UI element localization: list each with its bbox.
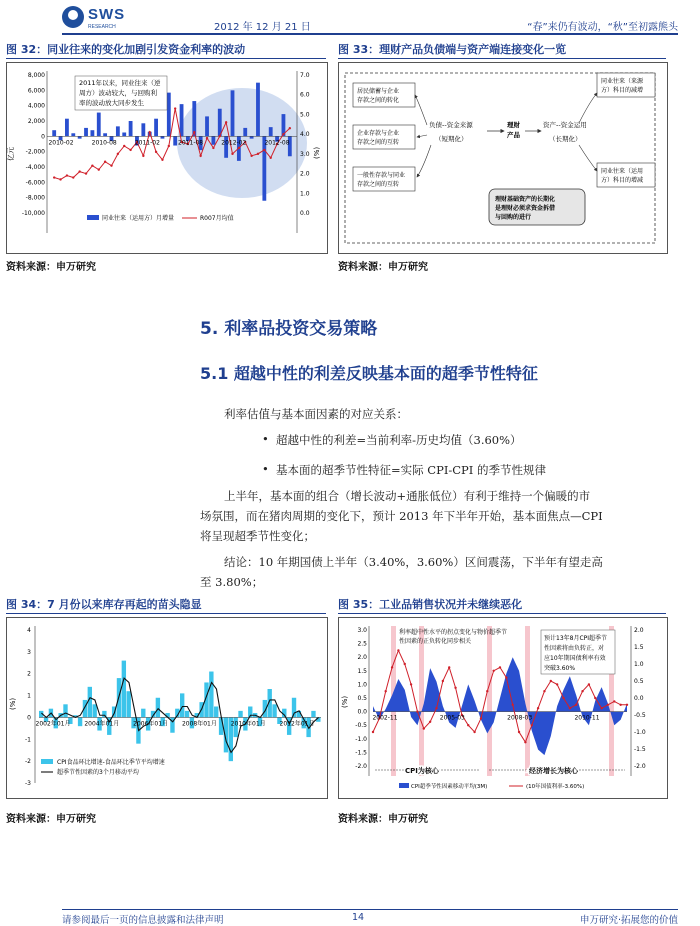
y-tick-label: 8,000 bbox=[27, 72, 45, 79]
region-label-right: 经济增长为核心 bbox=[529, 767, 578, 775]
r007-point bbox=[270, 157, 272, 159]
figure-34-rule bbox=[6, 613, 326, 614]
r007-point bbox=[59, 178, 61, 180]
bond-yield-point bbox=[550, 680, 552, 682]
r007-point bbox=[117, 153, 119, 155]
bar bbox=[185, 711, 189, 718]
x-tick-label: 2010-02 bbox=[48, 139, 74, 147]
figure-35-chart bbox=[339, 618, 667, 798]
x-tick-label: 2012年01月 bbox=[279, 720, 315, 728]
bond-yield-point bbox=[524, 741, 526, 743]
shade-band-4 bbox=[525, 626, 530, 776]
y-tick-label: -1.5 bbox=[355, 749, 367, 757]
r007-point bbox=[78, 170, 80, 172]
x-tick-label: 2006年01月 bbox=[133, 720, 169, 728]
liability-short-term-label: （短期化） bbox=[435, 135, 468, 143]
bond-yield-point bbox=[372, 731, 374, 733]
figure-32-frame bbox=[6, 62, 328, 254]
box-interbank-use-line1: 同业往来（运用 bbox=[601, 168, 644, 175]
figure-35-rule bbox=[338, 613, 666, 614]
bar bbox=[84, 128, 88, 136]
bar bbox=[71, 133, 75, 136]
legend-bar-swatch bbox=[87, 215, 99, 220]
y-tick-label: -2.0 bbox=[355, 763, 367, 770]
bond-yield-point bbox=[467, 724, 469, 726]
y-tick-label: 0 bbox=[41, 133, 45, 141]
report-title: “春”来仍有波动，“秋”至初露熊头 bbox=[527, 22, 678, 33]
x-tick-label: 2010-08 bbox=[91, 139, 117, 147]
bond-yield-point bbox=[556, 683, 558, 685]
r007-point bbox=[199, 155, 201, 157]
y2-tick-label: 0.0 bbox=[634, 695, 644, 702]
r007-point bbox=[98, 168, 100, 170]
x-tick-label: 2002-11 bbox=[372, 714, 398, 722]
x-tick-label: 2004年01月 bbox=[84, 720, 120, 728]
legend-area-swatch bbox=[399, 783, 409, 788]
bond-yield-point bbox=[537, 707, 539, 709]
footer-disclaimer[interactable]: 请参阅最后一页的信息披露和法律声明 bbox=[62, 915, 224, 926]
logo-icon bbox=[62, 6, 84, 28]
subsection-heading: 5.1 超越中性的利差反映基本面的超季节性特征 bbox=[200, 364, 538, 383]
paragraph-1-line-3: 将呈现超季节性变化； bbox=[200, 529, 315, 543]
bond-yield-point bbox=[518, 731, 520, 733]
bond-yield-point bbox=[429, 721, 431, 723]
wealth-product-line2: 产品 bbox=[507, 131, 520, 139]
y2-tick-label: -1.0 bbox=[634, 729, 646, 736]
bond-yield-point bbox=[473, 731, 475, 733]
legend-line-label: R007月均值 bbox=[200, 215, 234, 222]
intro-text: 利率估值与基本面因素的对应关系： bbox=[224, 407, 408, 421]
bar bbox=[256, 83, 260, 137]
company-logo bbox=[62, 4, 132, 36]
figure-32-rule bbox=[6, 58, 326, 59]
r007-point bbox=[168, 145, 170, 147]
liability-side-label: 负债--资金来源 bbox=[429, 121, 473, 129]
arrow-to-rbox1 bbox=[579, 93, 597, 123]
figure-34-chart bbox=[7, 618, 327, 798]
y2-tick-label: 7.0 bbox=[300, 72, 310, 79]
bond-yield-point bbox=[626, 704, 628, 706]
r007-point bbox=[225, 121, 227, 123]
logo-subtext: RESEARCH bbox=[88, 24, 116, 30]
r007-point bbox=[282, 133, 284, 135]
y2-tick-label: 0.5 bbox=[634, 678, 644, 685]
arrow-to-box3 bbox=[417, 145, 431, 177]
annotation-right-3: 应10年期国债利率有效 bbox=[544, 655, 606, 662]
box-household-deposit-line1: 居民储蓄与企业 bbox=[357, 88, 400, 95]
bar bbox=[90, 130, 94, 136]
y-tick-label: 2.5 bbox=[357, 640, 367, 648]
y-tick-label: -1 bbox=[25, 736, 31, 744]
y-tick-label: -3 bbox=[25, 780, 31, 787]
y2-tick-label: -0.5 bbox=[634, 712, 646, 719]
annotation-left-2: 性因素的正负转化同步相关 bbox=[399, 638, 472, 645]
bar bbox=[78, 136, 82, 138]
figure-35-frame bbox=[338, 617, 668, 799]
x-tick-label: 2012-02 bbox=[221, 139, 247, 147]
r007-point bbox=[110, 164, 112, 166]
y2-tick-label: 4.0 bbox=[300, 131, 310, 139]
y-tick-label: 0 bbox=[27, 714, 31, 722]
bar bbox=[167, 93, 171, 137]
r007-point bbox=[250, 155, 252, 157]
y2-tick-label: 0.0 bbox=[300, 210, 310, 217]
annotation-right-2: 性因素将由负转正，对 bbox=[544, 645, 605, 652]
bond-yield-point bbox=[619, 704, 621, 706]
r007-point bbox=[219, 135, 221, 137]
bond-yield-point bbox=[613, 700, 615, 702]
bar bbox=[180, 104, 184, 136]
r007-point bbox=[91, 164, 93, 166]
bar bbox=[116, 126, 120, 136]
r007-point bbox=[289, 127, 291, 129]
y-tick-label: -10,000 bbox=[21, 210, 45, 217]
y-axis-label: (%) bbox=[341, 695, 349, 708]
bond-yield-point bbox=[581, 690, 583, 692]
bar bbox=[209, 672, 213, 718]
box-general-deposit-line2: 存款之间的互转 bbox=[357, 181, 400, 188]
y-tick-label: -1.0 bbox=[355, 735, 367, 743]
y-tick-label: 3.0 bbox=[357, 627, 367, 634]
y-tick-label: 4,000 bbox=[27, 102, 45, 110]
footer-brand: 申万研究·拓展您的价值 bbox=[579, 915, 678, 926]
paragraph-2-line-1: 结论：10 年期国债上半年（3.40%，3.60%）区间震荡，下半年有望走高 bbox=[224, 555, 603, 569]
bond-yield-point bbox=[435, 707, 437, 709]
r007-point bbox=[155, 151, 157, 153]
y-tick-label: -0.5 bbox=[355, 722, 367, 730]
y-tick-label: -6,000 bbox=[25, 179, 45, 187]
figure-35-source: 资料来源：申万研究 bbox=[338, 814, 428, 825]
bond-yield-point bbox=[486, 690, 488, 692]
arrow-to-box1 bbox=[415, 95, 427, 125]
bond-yield-point bbox=[499, 666, 501, 668]
bond-yield-point bbox=[404, 663, 406, 665]
r007-point bbox=[123, 145, 125, 147]
bar bbox=[127, 691, 131, 717]
asset-long-term-label: （长期化） bbox=[549, 135, 582, 143]
r007-point bbox=[142, 155, 144, 157]
y-tick-label: 1 bbox=[27, 692, 31, 700]
bond-yield-point bbox=[385, 690, 387, 692]
figure-32-chart bbox=[7, 63, 327, 253]
bar bbox=[243, 128, 247, 136]
annotation-line-2: 周方）波动较大，与回购利 bbox=[79, 89, 157, 97]
box-interbank-use-line2: 方）科目的增减 bbox=[601, 177, 644, 184]
r007-point bbox=[72, 176, 74, 178]
figure-33-rule bbox=[338, 58, 666, 59]
bar bbox=[154, 119, 158, 137]
right-axis-label: (%) bbox=[313, 146, 321, 159]
y2-tick-label: 6.0 bbox=[300, 91, 310, 99]
figure-33-title: 图 33：理财产品负债端与资产端连接变化一览 bbox=[338, 43, 567, 56]
region-label-left: CPI为核心 bbox=[405, 767, 439, 775]
y2-tick-label: -2.0 bbox=[634, 763, 646, 770]
box-household-deposit-line2: 存款之间的转化 bbox=[357, 97, 400, 104]
bond-yield-point bbox=[410, 683, 412, 685]
y-tick-label: 4 bbox=[27, 627, 31, 634]
footer-rule bbox=[62, 909, 678, 910]
bond-yield-point bbox=[600, 707, 602, 709]
legend-bar-swatch bbox=[41, 759, 53, 764]
bar bbox=[122, 133, 126, 137]
r007-point bbox=[238, 147, 240, 149]
figure-34-title: 图 34：7 月份以来库存再起的苗头隐显 bbox=[6, 598, 202, 611]
bond-yield-point bbox=[607, 704, 609, 706]
bar bbox=[205, 116, 209, 136]
y2-tick-label: 1.5 bbox=[634, 644, 644, 651]
paragraph-1-line-1: 上半年，基本面的组合（增长波动+通胀低位）有利于维持一个偏暖的市 bbox=[224, 489, 591, 503]
bar bbox=[269, 127, 273, 136]
y-tick-label: 2,000 bbox=[27, 118, 45, 125]
wealth-product-line1: 理财 bbox=[507, 121, 520, 129]
r007-point bbox=[104, 161, 106, 163]
annotation-right-4: 突破3.60% bbox=[544, 665, 576, 672]
bar bbox=[52, 130, 56, 136]
y-tick-label: 1.0 bbox=[357, 681, 367, 689]
bar bbox=[122, 661, 126, 718]
r007-point bbox=[206, 137, 208, 139]
left-axis-label: 亿元 bbox=[7, 147, 15, 161]
r007-point bbox=[129, 149, 131, 151]
bar bbox=[103, 133, 107, 136]
y2-tick-label: 5.0 bbox=[300, 111, 310, 119]
y-tick-label: 2.0 bbox=[357, 654, 367, 662]
figure-33-source: 资料来源：申万研究 bbox=[338, 262, 428, 273]
bullet-dot-1: • bbox=[262, 432, 269, 446]
figure-33-frame bbox=[338, 62, 668, 254]
box-corporate-deposit-line1: 企业存款与企业 bbox=[357, 130, 400, 137]
y2-tick-label: 1.0 bbox=[300, 190, 310, 198]
note-line1: 理财基础资产的长期化 bbox=[495, 196, 556, 203]
bar bbox=[311, 711, 315, 718]
y2-tick-label: 3.0 bbox=[300, 150, 310, 158]
annotation-line-3: 率的波动放大同步发生 bbox=[79, 99, 144, 107]
header-rule bbox=[62, 33, 678, 35]
bar bbox=[141, 123, 145, 136]
legend-area-label: CPI超季节性因素移动平均(3M) bbox=[411, 784, 488, 790]
bar bbox=[141, 709, 145, 718]
y-tick-label: 3 bbox=[27, 648, 31, 656]
bond-yield-point bbox=[442, 680, 444, 682]
bullet-text-1: 超越中性的利差=当前利率-历史均值（3.60%） bbox=[276, 433, 522, 447]
bond-yield-point bbox=[569, 707, 571, 709]
bar bbox=[88, 687, 92, 718]
report-date: 2012 年 12 月 21 日 bbox=[214, 22, 311, 33]
y-axis-label: (%) bbox=[9, 697, 17, 710]
bar bbox=[97, 113, 101, 137]
bond-yield-point bbox=[492, 670, 494, 672]
legend-bar-label: 同业往来（运用方）月增量 bbox=[102, 215, 175, 222]
r007-point bbox=[212, 147, 214, 149]
bond-yield-point bbox=[480, 717, 482, 719]
bar bbox=[129, 121, 133, 136]
annotation-right-1: 预计13年8月CPI超季节 bbox=[544, 635, 608, 642]
bar bbox=[214, 707, 218, 718]
paragraph-1-line-2: 场氛围，而在猪肉周期的变化下，预计 2013 年下半年开始，基本面焦点—CPI bbox=[200, 509, 603, 523]
bar bbox=[180, 693, 184, 717]
bar bbox=[92, 704, 96, 717]
section-heading: 5. 利率品投资交易策略 bbox=[200, 319, 378, 339]
bar bbox=[63, 704, 67, 717]
box-general-deposit-line1: 一般性存款与同业 bbox=[357, 172, 406, 179]
y-tick-label: -2,000 bbox=[25, 148, 45, 156]
x-tick-label: 2005-03 bbox=[439, 714, 465, 722]
page-number: 14 bbox=[352, 912, 365, 923]
y2-tick-label: 1.0 bbox=[634, 661, 644, 668]
bar bbox=[156, 698, 160, 718]
annotation-line-1: 2011年以来，同业往来（逆 bbox=[79, 79, 161, 87]
y-tick-label: 0.5 bbox=[357, 695, 367, 702]
x-tick-label: 2010年01月 bbox=[230, 720, 266, 728]
box-corporate-deposit-line2: 存款之间的互转 bbox=[357, 139, 400, 146]
paragraph-2-line-2: 至 3.80%； bbox=[200, 575, 264, 589]
arrow-to-box2 bbox=[417, 135, 427, 137]
r007-point bbox=[193, 131, 195, 133]
figure-33-diagram bbox=[339, 63, 667, 253]
bond-yield-point bbox=[505, 676, 507, 678]
box-interbank-source-line2: 方）科目的减增 bbox=[601, 87, 644, 94]
note-line2: 是理财必须求资金拆借 bbox=[495, 205, 556, 212]
bar bbox=[173, 136, 177, 145]
bond-yield-point bbox=[594, 697, 596, 699]
y-tick-label: 6,000 bbox=[27, 87, 45, 95]
bar bbox=[65, 119, 69, 137]
bond-yield-point bbox=[454, 687, 456, 689]
y-tick-label: -4,000 bbox=[25, 164, 45, 171]
bar bbox=[211, 136, 215, 144]
r007-point bbox=[149, 131, 151, 133]
bond-yield-point bbox=[423, 727, 425, 729]
bond-yield-point bbox=[543, 690, 545, 692]
bar bbox=[250, 136, 254, 138]
bullet-dot-2: • bbox=[262, 462, 269, 476]
bar bbox=[161, 136, 165, 138]
bullet-text-2: 基本面的超季节性特征=实际 CPI-CPI 的季节性规律 bbox=[276, 463, 546, 477]
bar bbox=[231, 90, 235, 136]
y2-tick-label: 2.0 bbox=[634, 627, 644, 634]
r007-point bbox=[263, 149, 265, 151]
y-tick-label: 2 bbox=[27, 670, 31, 678]
bond-yield-point bbox=[416, 710, 418, 712]
annotation-left-1: 利率超中性水平的拐点变化与物价超季节 bbox=[399, 629, 508, 636]
asset-side-label: 资产--资金运用 bbox=[543, 121, 587, 129]
y-tick-label: -2 bbox=[25, 758, 31, 766]
x-tick-label: 2008年01月 bbox=[181, 720, 217, 728]
bond-yield-point bbox=[588, 683, 590, 685]
shade-band-3 bbox=[487, 626, 492, 776]
bond-yield-point bbox=[531, 724, 533, 726]
figure-34-frame bbox=[6, 617, 328, 799]
x-tick-label: 2011-02 bbox=[134, 139, 160, 147]
bar bbox=[238, 711, 242, 718]
y-tick-label: 1.5 bbox=[357, 667, 367, 675]
x-tick-label: 2010-11 bbox=[574, 714, 600, 722]
shade-band-2 bbox=[419, 626, 424, 776]
y2-tick-label: 2.0 bbox=[300, 170, 310, 178]
r007-point bbox=[53, 176, 55, 178]
r007-point bbox=[85, 172, 87, 174]
y2-tick-label: -1.5 bbox=[634, 746, 646, 753]
bond-yield-point bbox=[397, 649, 399, 651]
bond-yield-point bbox=[448, 666, 450, 668]
r007-point bbox=[66, 174, 68, 176]
box-interbank-source-line1: 同业往来（来源 bbox=[601, 78, 644, 85]
r007-point bbox=[161, 159, 163, 161]
x-tick-label: 2011-08 bbox=[178, 139, 204, 147]
note-line3: 与回购的进行 bbox=[495, 214, 532, 221]
x-tick-label: 2008-03 bbox=[507, 714, 533, 722]
r007-point bbox=[174, 107, 176, 109]
bar bbox=[78, 717, 82, 726]
x-tick-label: 2012-08 bbox=[264, 139, 290, 147]
r007-point bbox=[231, 153, 233, 155]
legend-bar-label: CPI食品环比增速-食品环比季节平均增速 bbox=[57, 759, 165, 766]
logo-text: SWS bbox=[88, 6, 126, 23]
bar bbox=[272, 704, 276, 717]
y-tick-label: 0.0 bbox=[357, 708, 367, 716]
r007-point bbox=[257, 153, 259, 155]
figure-32-title: 图 32：同业往来的变化加剧引发资金利率的波动 bbox=[6, 43, 246, 56]
figure-34-source: 资料来源：申万研究 bbox=[6, 814, 96, 825]
figure-35-title: 图 35：工业品销售状况并未继续恶化 bbox=[338, 598, 523, 611]
bond-yield-point bbox=[562, 697, 564, 699]
x-tick-label: 2002年01月 bbox=[35, 720, 71, 728]
bond-yield-point bbox=[391, 666, 393, 668]
bond-yield-point bbox=[512, 704, 514, 706]
legend-line-label: (10年国债利率-3.60%) bbox=[526, 784, 585, 790]
figure-32-source: 资料来源：申万研究 bbox=[6, 262, 96, 273]
arrow-to-rbox2 bbox=[579, 145, 597, 171]
y-tick-label: -8,000 bbox=[25, 194, 45, 202]
bond-yield-point bbox=[575, 704, 577, 706]
legend-line-label: 超季节性因素的3个月移动平均 bbox=[57, 769, 139, 776]
